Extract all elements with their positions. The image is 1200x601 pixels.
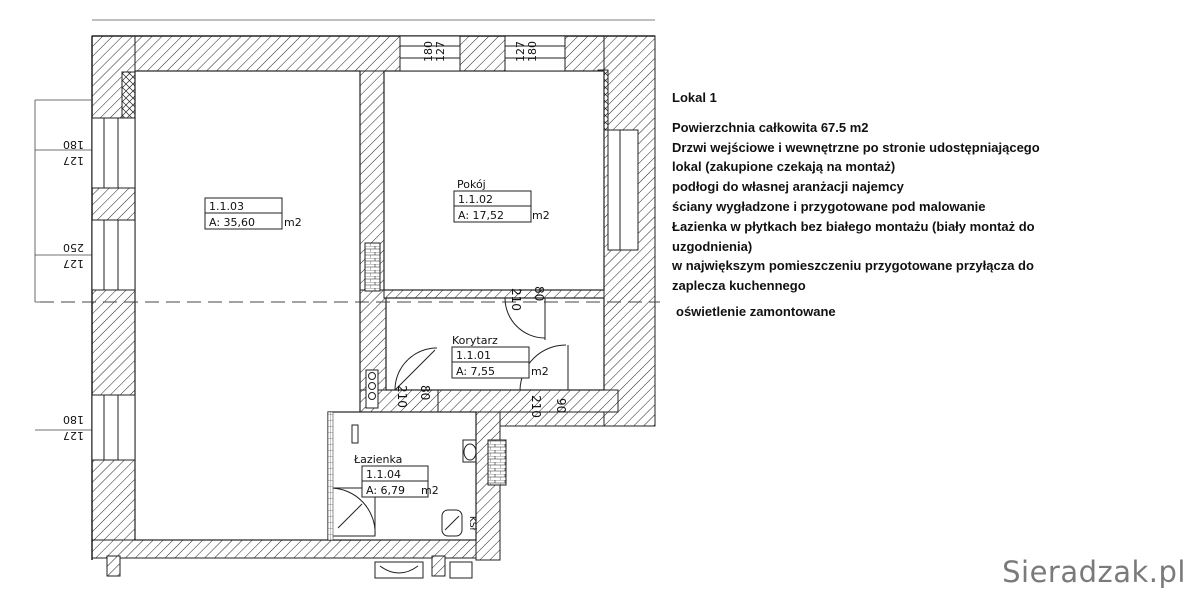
dim-label: 250 (63, 241, 84, 254)
dim-label: 127 (63, 429, 84, 442)
room-name: Korytarz (452, 334, 498, 347)
dim-label: 180 (422, 41, 435, 62)
dim-label: 127 (63, 257, 84, 270)
room-id: 1.1.03 (209, 200, 244, 213)
dim-label: 127 (514, 41, 527, 62)
apartment-title: Lokal 1 (672, 90, 717, 105)
dim-label: 180 (63, 413, 84, 426)
dim-label: 127 (434, 41, 447, 62)
info-line: ściany wygładzone i przygotowane pod malowanie (672, 198, 986, 214)
dim-label: 127 (63, 154, 84, 167)
radiator (352, 425, 358, 443)
masonry-column (365, 243, 380, 291)
apartment-info (672, 88, 1192, 322)
window-left-3 (92, 395, 135, 460)
window-right (608, 130, 638, 250)
info-line: podłogi do własnej aranżacji najemcy (672, 179, 904, 195)
room-unit: m2 (421, 484, 439, 497)
info-line: uzgodnienia) (672, 238, 753, 254)
room-area: A: 35,60 (209, 216, 256, 229)
window-left-dims (63, 138, 84, 442)
dim-label: 80 (532, 286, 546, 302)
dim-label: KSł (467, 516, 477, 531)
room-unit: m2 (284, 216, 302, 229)
room-name: Pokój (457, 178, 486, 191)
room-unit: m2 (531, 365, 549, 378)
room-area: A: 6,79 (366, 484, 406, 497)
info-line: lokal (zakupione czekają na montaż) (672, 159, 896, 175)
bath-tiles (328, 412, 333, 540)
dim-label: 210 (529, 395, 543, 418)
info-line-lighting: oświetlenie zamontowane (676, 303, 836, 319)
room-id: 1.1.02 (458, 193, 493, 206)
room-name: Łazienka (354, 453, 403, 466)
info-line: Łazienka w płytkach bez białego montażu (biały montaż do (672, 218, 1035, 234)
watermark-logo: Sieradzak.pl (1002, 555, 1186, 589)
dim-label: 210 (395, 385, 409, 408)
room-area: A: 7,55 (456, 365, 496, 378)
masonry-column-2 (488, 440, 506, 485)
info-line: Drzwi wejściowe i wewnętrzne po stronie udostępniającego (672, 139, 1040, 155)
lower-fixtures (375, 562, 472, 578)
info-line: Powierzchnia całkowita 67.5 m2 (672, 119, 869, 135)
window-left-1 (92, 118, 135, 188)
info-line: zaplecza kuchennego (672, 278, 806, 294)
dim-label: 180 (526, 41, 539, 62)
info-line: w największym pomieszczeniu przygotowane przyłącza do (672, 258, 1034, 274)
room-unit: m2 (532, 209, 550, 222)
room-id: 1.1.04 (366, 468, 401, 481)
room-area: A: 17,52 (458, 209, 505, 222)
dim-label: 180 (63, 138, 84, 151)
dim-label: 210 (509, 288, 523, 311)
room-id: 1.1.01 (456, 349, 491, 362)
window-top-2-dims (514, 41, 539, 62)
window-left-2 (92, 220, 135, 290)
dim-label: 90 (554, 398, 568, 414)
masonry-left (122, 72, 136, 120)
window-top-1-dims (422, 41, 447, 62)
dim-label: 80 (418, 385, 432, 401)
